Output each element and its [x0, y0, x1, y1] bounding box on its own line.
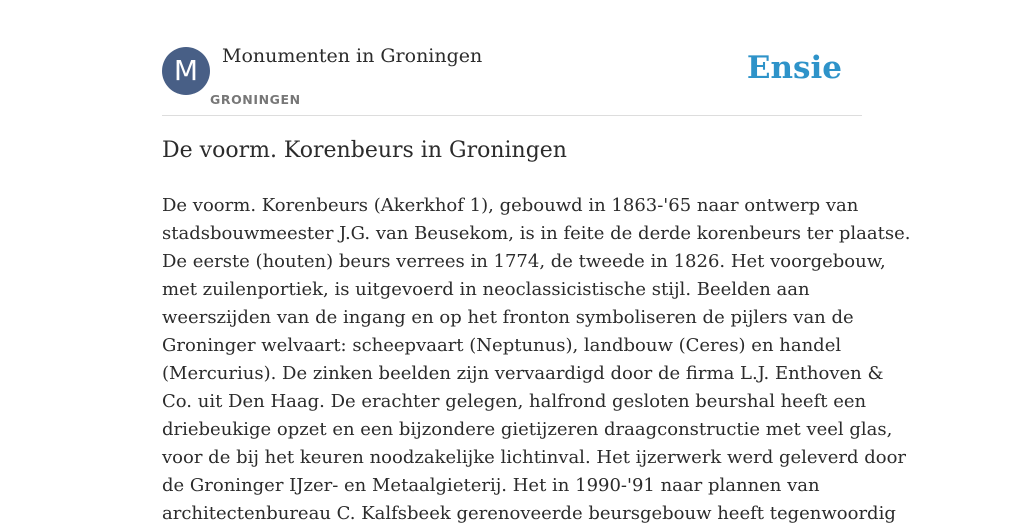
article-body-line: driebeukige opzet en een bijzondere gietijzeren draagconstructie met veel glas, [162, 419, 893, 440]
article-body-line: stadsbouwmeester J.G. van Beusekom, is in feite de derde korenbeurs ter plaatse. [162, 223, 911, 244]
article-body-line: Groninger welvaart: scheepvaart (Neptunus), landbouw (Ceres) en handel [162, 335, 842, 356]
article-body-line: de Groninger IJzer- en Metaalgieterij. Het in 1990-'91 naar plannen van [162, 475, 820, 496]
article-body-line: De eerste (houten) beurs verrees in 1774, de tweede in 1826. Het voorgebouw, [162, 251, 886, 272]
source-category-link[interactable]: GRONINGEN [210, 92, 301, 107]
article-body [162, 192, 911, 528]
entry-card [162, 0, 911, 524]
article-body-line: weerszijden van de ingang en op het fronton symboliseren de pijlers van de [162, 307, 854, 328]
article-body-line: met zuilenportiek, is uitgevoerd in neoclassicistische stijl. Beelden aan [162, 279, 810, 300]
article-body-line: architectenbureau C. Kalfsbeek gerenoveerde beursgebouw heeft tegenwoordig [162, 503, 896, 524]
article-body-line: voor de bij het keuren noodzakelijke lichtinval. Het ijzerwerk werd geleverd door [162, 447, 907, 468]
article-body-line: Co. uit Den Haag. De erachter gelegen, halfrond gesloten beurshal heeft een [162, 391, 867, 412]
entry-header [162, 0, 862, 116]
source-title-link[interactable]: Monumenten in Groningen [222, 45, 483, 67]
source-avatar[interactable]: M [162, 47, 210, 95]
article-body-line: (Mercurius). De zinken beelden zijn vervaardigd door de firma L.J. Enthoven & [162, 363, 884, 384]
ensie-logo[interactable]: Ensie [746, 50, 842, 86]
article-body-line: De voorm. Korenbeurs (Akerkhof 1), gebouwd in 1863-'65 naar ontwerp van [162, 195, 859, 216]
article-title: De voorm. Korenbeurs in Groningen [162, 138, 567, 163]
